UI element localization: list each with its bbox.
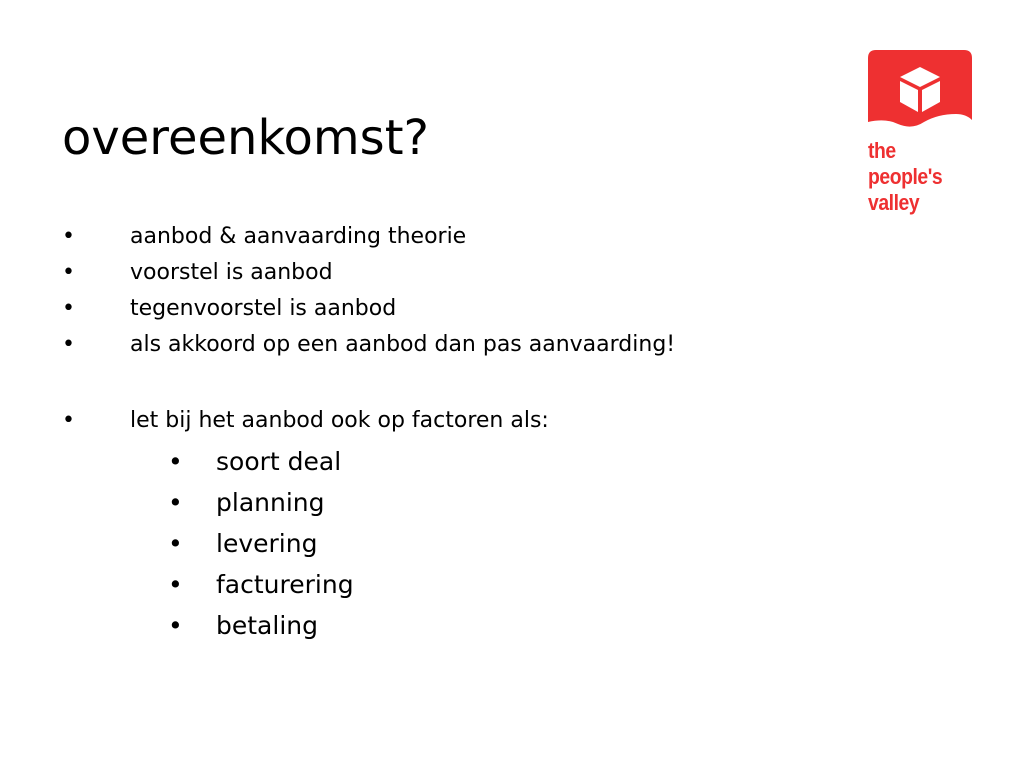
logo-badge-shape	[868, 50, 972, 127]
sub-bullet-text: betaling	[216, 611, 318, 640]
bullet-text: voorstel is aanbod	[130, 260, 333, 285]
bullet-marker: •	[168, 447, 183, 476]
bullet-marker: •	[62, 332, 75, 357]
bullet-marker: •	[62, 224, 75, 249]
bullet-marker: •	[62, 260, 75, 285]
logo-badge	[868, 50, 972, 134]
bullet-marker: •	[168, 488, 183, 517]
bullet-marker: •	[62, 296, 75, 321]
bullet-marker: •	[168, 529, 183, 558]
bullet-text: aanbod & aanvaarding theorie	[130, 224, 467, 249]
brand-logo	[868, 50, 972, 220]
bullet-text: tegenvoorstel is aanbod	[130, 296, 397, 321]
factors-intro: let bij het aanbod ook op factoren als:	[130, 408, 549, 433]
logo-word: people's	[868, 164, 943, 189]
bullet-marker: •	[168, 570, 183, 599]
slide-title: overeenkomst?	[62, 110, 429, 166]
logo-word: valley	[868, 190, 920, 215]
logo-wordmark	[868, 138, 952, 216]
bullet-marker: •	[168, 611, 183, 640]
bullet-text: als akkoord op een aanbod dan pas aanvaarding!	[130, 332, 676, 357]
sub-bullet-text: facturering	[216, 570, 354, 599]
bullet-marker: •	[62, 408, 75, 433]
sub-bullet-text: planning	[216, 488, 325, 517]
sub-bullet-text: levering	[216, 529, 318, 558]
sub-bullet-text: soort deal	[216, 447, 342, 476]
logo-word: the	[868, 138, 896, 163]
